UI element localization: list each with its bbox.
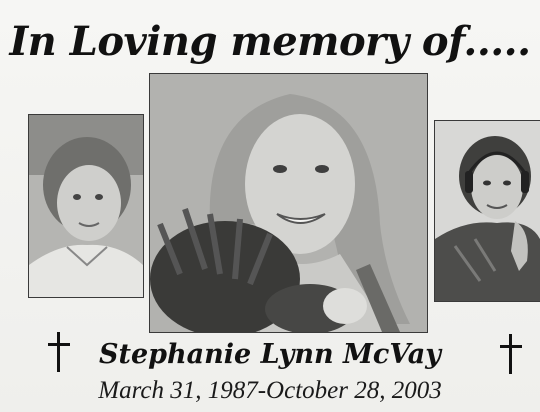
memorial-dates: March 31, 1987-October 28, 2003 — [98, 377, 442, 404]
girl-with-headphones-photo — [434, 120, 540, 302]
memorial-heading: In Loving memory of..... — [9, 18, 531, 65]
child-portrait-photo — [28, 114, 144, 298]
memorial-name: Stephanie Lynn McVay — [99, 339, 441, 370]
portrait-with-flowers-photo — [149, 73, 428, 333]
